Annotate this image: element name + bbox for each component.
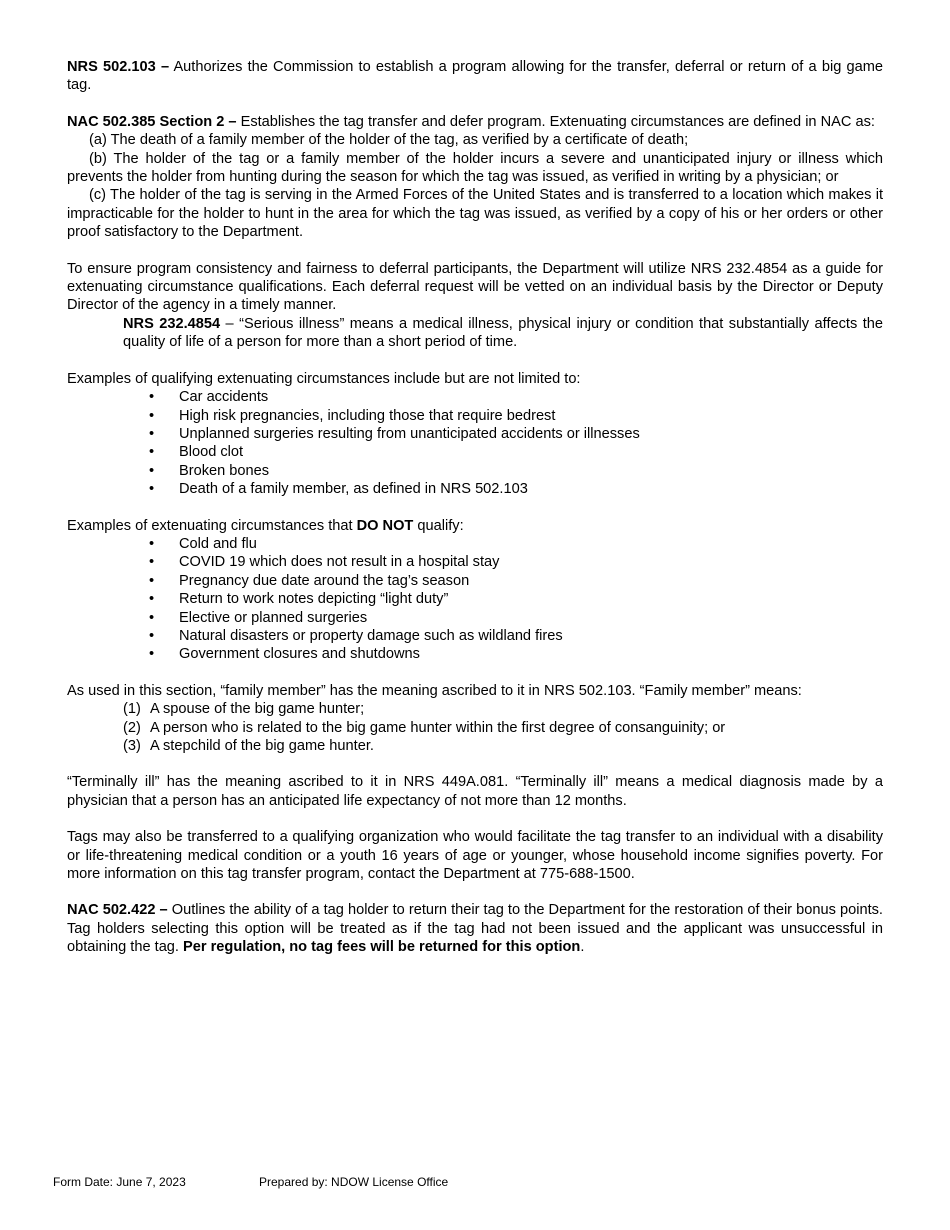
section-nrs-502-103 (67, 58, 883, 95)
family-member-list (67, 700, 883, 755)
item-number: (1) (123, 701, 141, 718)
family-member-intro: As used in this section, “family member” has the meaning ascribed to it in NRS 502.103. “Family member” means: (67, 682, 802, 699)
list-item: • Government closures and shutdowns (149, 645, 883, 663)
list-item: • COVID 19 which does not result in a hospital stay (149, 553, 883, 571)
definition-ref: NRS 232.4854 (123, 315, 221, 332)
terminally-ill-paragraph: “Terminally ill” has the meaning ascribed to it in NRS 449A.081. “Terminally ill” means a medical diagnosis made by a physician that a person has an anticipated life expectancy of not more than 12 months. (67, 774, 883, 809)
consistency-paragraph: To ensure program consistency and fairness to deferral participants, the Department will utilize NRS 232.4854 as a guide for extenuating circumstance qualifications. Each deferral request will be vetted on an individual basis by the Director or Deputy Director of the agency in a timely manner. (67, 260, 883, 314)
section-text: Outlines the ability of a tag holder to return their tag to the Department for the restoration of their bonus points. Tag holders selecting this option will be treated as if the tag had not been issued and the applicant was unsuccessful in obtaining the tag. (67, 902, 883, 956)
list-item: • Death of a family member, as defined in NRS 502.103 (149, 480, 883, 498)
intro-text: Examples of extenuating circumstances that (67, 517, 357, 534)
list-item: • Natural disasters or property damage such as wildland fires (149, 627, 883, 645)
item-text: A person who is related to the big game hunter within the first degree of consanguinity; or (150, 719, 726, 736)
section-text: Establishes the tag transfer and defer program. Extenuating circumstances are defined in NAC as: (236, 113, 875, 130)
non-qualifying-intro (67, 517, 883, 535)
list-item (123, 737, 883, 755)
non-qualifying-list (67, 535, 883, 664)
section-nac-502-385 (67, 113, 883, 131)
item-text: A stepchild of the big game hunter. (150, 738, 374, 754)
item-number: (2) (123, 719, 141, 736)
list-item: • Unplanned surgeries resulting from unanticipated accidents or illnesses (149, 425, 883, 443)
qualifying-list (67, 388, 883, 498)
list-item: • High risk pregnancies, including those that require bedrest (149, 407, 883, 425)
fee-notice: Per regulation, no tag fees will be returned for this option (183, 939, 581, 956)
section-ref: NRS 502.103 – (67, 59, 170, 75)
nac-item-b: (b) The holder of the tag or a family member of the holder incurs a severe and unanticipated injury or illness which prevents the holder from hunting during the season for which the tag was issued, as verified in writing by a physician; or (67, 150, 883, 186)
prepared-by: Prepared by: NDOW License Office (259, 1175, 449, 1189)
list-item: • Broken bones (149, 462, 883, 480)
list-item: • Elective or planned surgeries (149, 609, 883, 627)
organization-transfer-paragraph: Tags may also be transferred to a qualifying organization who would facilitate the tag transfer to an individual with a disability or life-threatening medical condition or a youth 16 years of age or younger, whose household income signifies poverty. For more information on this tag transfer program, contact the Department at 775-688-1500. (67, 829, 883, 883)
list-item: • Return to work notes depicting “light duty” (149, 590, 883, 608)
list-item: • Pregnancy due date around the tag’s season (149, 572, 883, 590)
serious-illness-definition (123, 315, 883, 352)
item-number: (3) (123, 738, 141, 754)
list-item: • Car accidents (149, 388, 883, 406)
item-text: A spouse of the big game hunter; (150, 701, 365, 718)
section-ref: NAC 502.422 – (67, 902, 168, 919)
list-item (123, 719, 883, 737)
intro-text-end: qualify: (413, 517, 464, 534)
list-item (123, 700, 883, 718)
do-not-emphasis: DO NOT (356, 517, 414, 534)
section-text: Authorizes the Commission to establish a program allowing for the transfer, deferral or return of a big game tag. (67, 59, 883, 94)
list-item: • Cold and flu (149, 535, 883, 553)
qualifying-intro: Examples of qualifying extenuating circumstances include but are not limited to: (67, 370, 581, 387)
definition-text: – “Serious illness” means a medical illness, physical injury or condition that substantially affects the quality of life of a person for more than a short period of time. (123, 315, 883, 351)
document-body (67, 58, 883, 957)
section-nac-502-422 (67, 901, 883, 956)
period: . (580, 939, 585, 956)
list-item: • Blood clot (149, 443, 883, 461)
nac-item-c: (c) The holder of the tag is serving in the Armed Forces of the United States and is transferred to a location which makes it impracticable for the holder to hunt in the area for which the tag was issued, as verified by a copy of his or her orders or other proof satisfactory to the Department. (67, 187, 883, 241)
section-ref: NAC 502.385 Section 2 – (67, 113, 237, 130)
nac-item-a: (a) The death of a family member of the holder of the tag, as verified by a certificate of death; (89, 132, 689, 149)
form-date: Form Date: June 7, 2023 (53, 1175, 186, 1189)
